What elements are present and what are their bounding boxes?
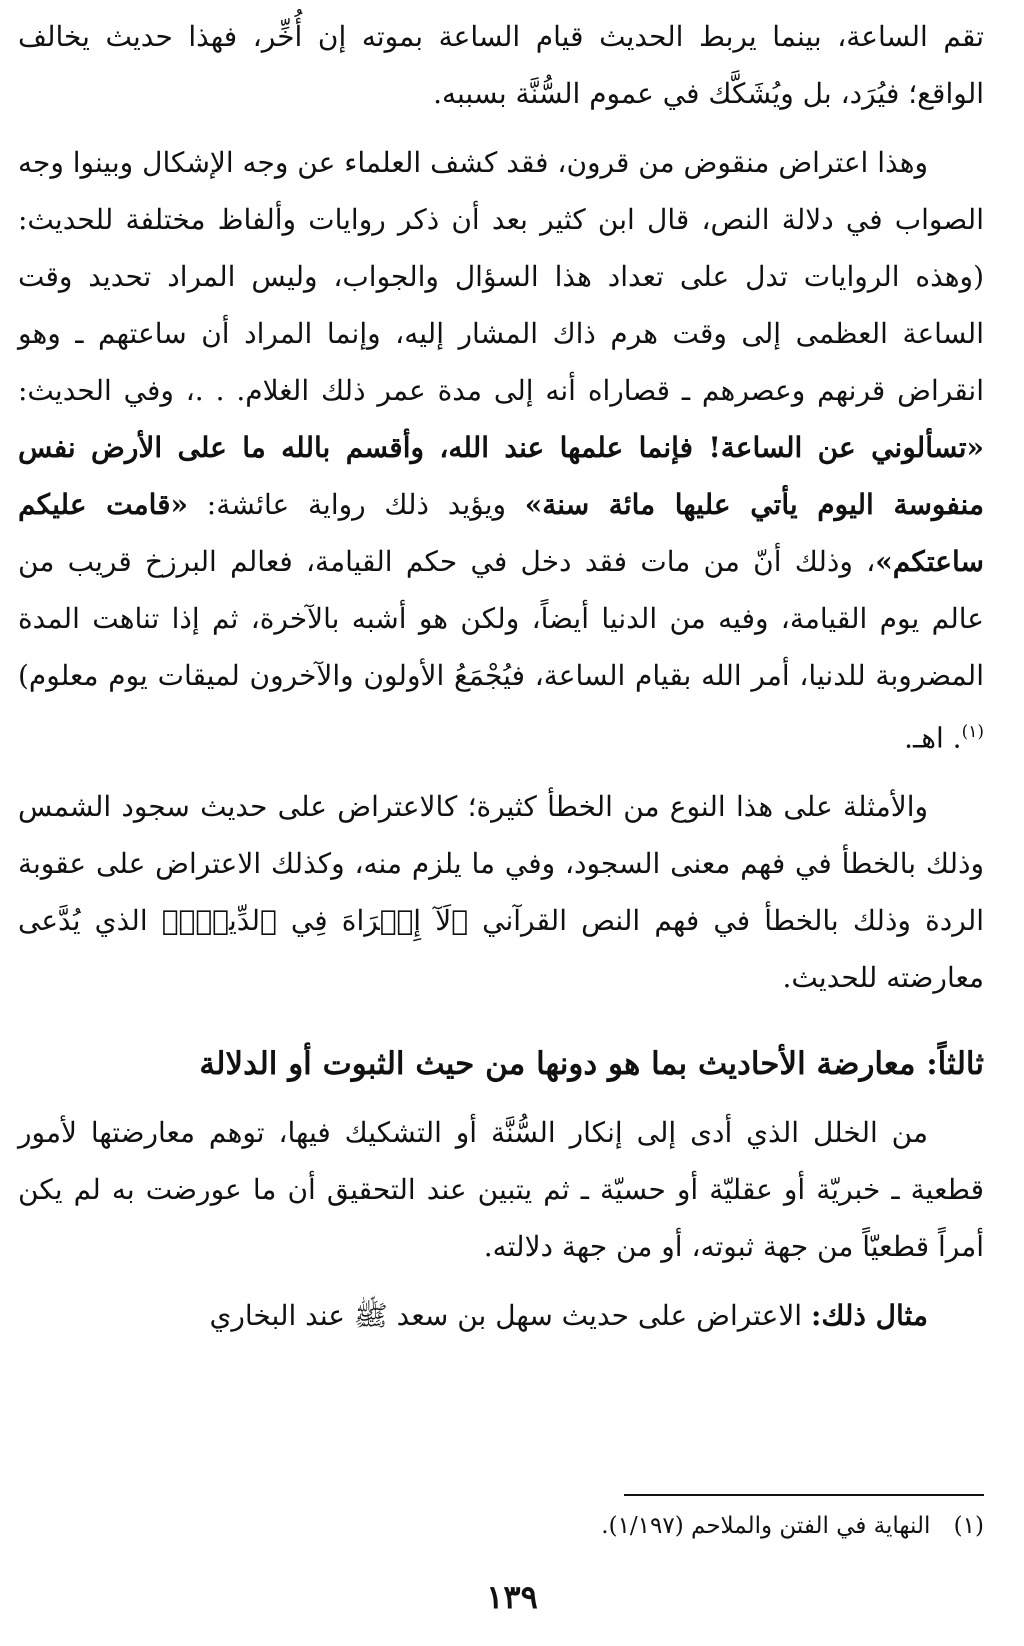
page-number: ١٣٩ [486, 1578, 538, 1616]
hadith-quote-2: «قامت عليكم ساعتكم» [18, 488, 984, 578]
footnote-text: النهاية في الفتن والملاحم (١/١٩٧). [601, 1513, 931, 1539]
paragraph-3-end: الذي يُدَّعى معارضته للحديث. [18, 904, 984, 995]
heading-title: معارضة الأحاديث بما هو دونها من حيث الثبوت أو الدلالة [199, 1046, 927, 1083]
paragraph-2-end: ، وذلك أنّ من مات فقد دخل في حكم القيامة، فعالم البرزخ قريب من عالم يوم القيامة، وفيه من الدنيا أيضاً، ولكن هو أشبه بالآخرة، ثم إذا تناهت المدة المضروبة للدنيا، أمر الله بقيام الساعة، فيُجْمَعُ الأولون والآخرون لميقات يوم معلوم) [18, 545, 984, 692]
paragraph-5 [18, 1287, 984, 1344]
paragraph-3-text: والأمثلة على هذا النوع من الخطأ كثيرة؛ كالاعتراض على حديث سجود الشمس وذلك بالخطأ في فهم معنى السجود، وفي ما يلزم منه، وكذلك الاعتراض على عقوبة الردة وذلك بالخطأ في فهم النص القرآني [18, 790, 984, 938]
footnote-divider [624, 1494, 984, 1496]
heading-prefix: ثالثاً: [926, 1046, 984, 1083]
paragraph-2 [18, 134, 984, 766]
paragraph-1 [18, 8, 984, 122]
paragraph-2-text: وهذا اعتراض منقوض من قرون، فقد كشف العلماء عن وجه الإشكال وبينوا وجه الصواب في دلالة النص، قال ابن كثير بعد أن ذكر روايات وألفاظ مختلفة للحديث: (وهذه الروايات تدل على تعداد هذا السؤال والجواب، وليس المراد تحديد وقت الساعة العظمى إلى وقت هرم ذاك المشار إليه، وإنما المراد أن ساعتهم ـ وهو انقراض قرنهم وعصرهم ـ قصاراه أنه إلى مدة عمر ذلك الغلام. . .، وفي الحديث: [18, 146, 984, 407]
paragraph-2-mid: ويؤيد ذلك رواية عائشة: [188, 488, 525, 521]
paragraph-1-text: تقم الساعة، بينما يربط الحديث قيام الساعة بموته إن أُخِّر، فهذا حديث يخالف الواقع؛ فيُرَد، بل ويُشَكَّك في عموم السُّنَّة بسببه. [18, 20, 984, 110]
paragraph-2-tail: . اهـ. [904, 721, 962, 755]
paragraph-5-text: الاعتراض على حديث سهل بن سعد ﷺ عند البخاري [209, 1299, 811, 1333]
footnote-number: (١) [953, 1513, 984, 1539]
paragraph-4 [18, 1104, 984, 1275]
paragraph-3 [18, 778, 984, 1006]
example-label: مثال ذلك: [810, 1299, 928, 1333]
footnote-reference[interactable]: (١) [961, 722, 984, 742]
footnote [18, 1508, 984, 1544]
main-text-block [18, 8, 984, 1344]
quran-verse: ﴿لَآ إِكۡرَاهَ فِي ٱلدِّينِۖ﴾ [161, 904, 468, 938]
section-heading [18, 1038, 984, 1090]
paragraph-4-text: من الخلل الذي أدى إلى إنكار السُّنَّة أو التشكيك فيها، توهم معارضتها لأمور قطعية ـ خبريّة أو عقليّة أو حسيّة ـ ثم يتبين عند التحقيق أن ما عورضت به لم يكن أمراً قطعيّاً من جهة ثبوته، أو من جهة دلالته. [18, 1116, 984, 1264]
hadith-quote-1: «تسألوني عن الساعة! فإنما علمها عند الله، وأقسم بالله ما على الأرض نفس منفوسة اليوم يأتي عليها مائة سنة» [18, 431, 984, 521]
